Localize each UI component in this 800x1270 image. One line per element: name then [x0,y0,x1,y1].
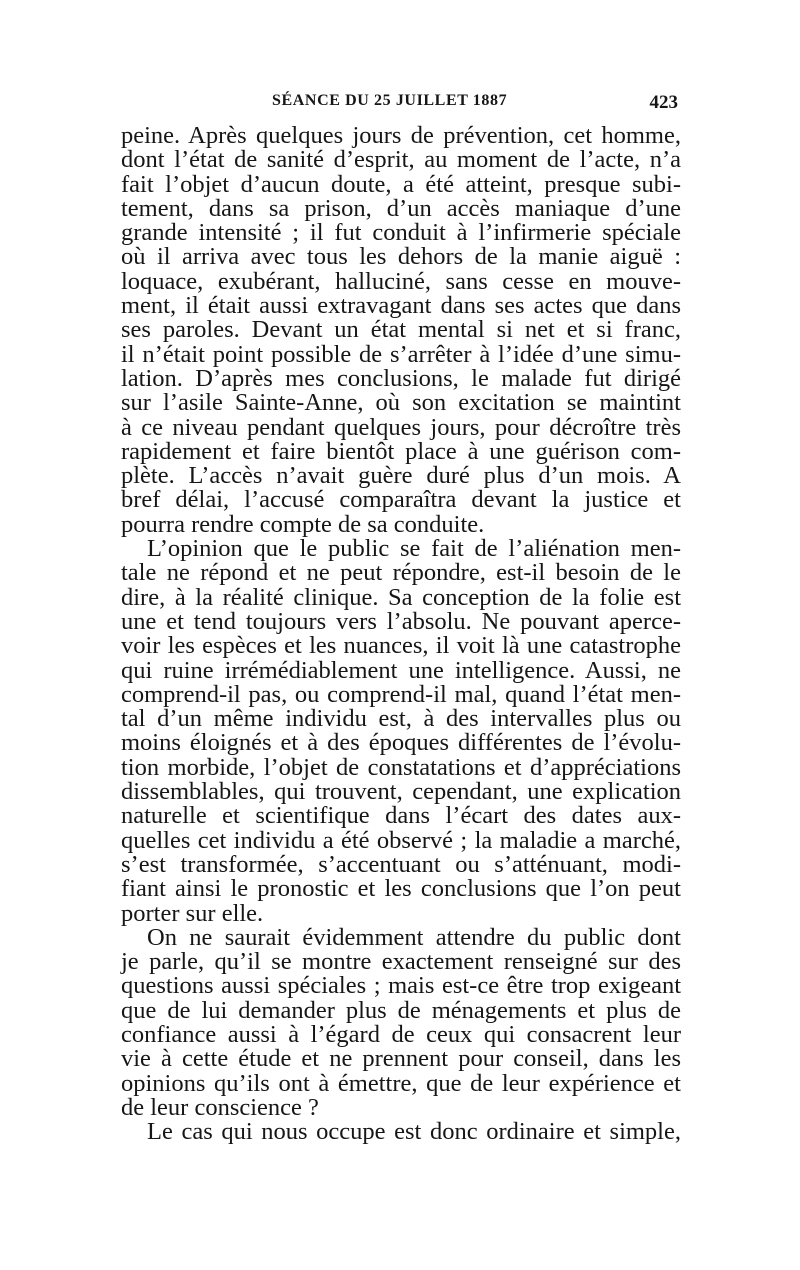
text-line: vie à cette étude et ne prennent pour conseil, dans les [121,1045,681,1073]
text-line: s’est transformée, s’accentuant ou s’atténuant, modi- [121,850,681,878]
text-line: voir les espèces et les nuances, il voit là une catastrophe [121,632,681,660]
text-line: naturelle et scientifique dans l’écart des dates aux- [121,802,681,830]
text-line: qui ruine irrémédiablement une intelligence. Aussi, ne [121,656,681,684]
paragraph-end-line: de leur conscience ? [121,1093,319,1121]
text-line: tale ne répond et ne peut répondre, est-il besoin de le [121,559,681,587]
text-line: ment, il était aussi extravagant dans ses actes que dans [121,292,681,320]
text-line: questions aussi spéciales ; mais est-ce être trop exigeant [121,972,681,1000]
paragraph-start-line: On ne saurait évidemment attendre du public dont [147,923,681,951]
running-header [122,92,678,118]
text-line: une et tend toujours vers l’absolu. Ne pouvant aperce- [121,607,681,635]
text-line: loquace, exubérant, halluciné, sans cesse en mouve- [121,267,681,295]
text-line: fiant ainsi le pronostic et les conclusions que l’on peut [121,875,681,903]
paragraph-start-line: L’opinion que le public se fait de l’aliénation men- [147,535,681,563]
text-line: tion morbide, l’objet de constatations et d’appréciations [121,753,681,781]
text-line: que de lui demander plus de ménagements et plus de [121,996,681,1024]
text-line: grande intensité ; il fut conduit à l’infirmerie spéciale [121,219,681,247]
paragraph-start-line: Le cas qui nous occupe est donc ordinaire et simple, [147,1118,681,1146]
text-line: dont l’état de sanité d’esprit, au moment de l’acte, n’a [121,146,681,174]
body-text [121,124,681,1144]
text-line: comprend-il pas, ou comprend-il mal, quand l’état men- [121,680,681,708]
text-line: lation. D’après mes conclusions, le malade fut dirigé [121,364,681,392]
text-line: tement, dans sa prison, d’un accès maniaque d’une [121,194,681,222]
text-line: dire, à la réalité clinique. Sa conception de la folie est [121,583,681,611]
text-line: dissemblables, qui trouvent, cependant, une explication [121,778,681,806]
text-line: peine. Après quelques jours de prévention, cet homme, [121,122,681,149]
text-line: opinions qu’ils ont à émettre, que de leur expérience et [121,1069,681,1097]
text-line: fait l’objet d’aucun doute, a été atteint, presque subi- [121,170,681,198]
text-line: plète. L’accès n’avait guère duré plus d’un mois. A [121,462,681,490]
page-number: 423 [649,92,678,113]
text-line: je parle, qu’il se montre exactement renseigné sur des [121,948,681,976]
running-title: SÉANCE DU 25 JUILLET 1887 [272,92,508,109]
text-line: sur l’asile Sainte-Anne, où son excitation se maintint [121,389,681,417]
text-line: moins éloignés et à des époques différentes de l’évolu- [121,729,681,757]
text-line: rapidement et faire bientôt place à une guérison com- [121,437,681,465]
text-line: il n’était point possible de s’arrêter à l’idée d’une simu- [121,340,681,368]
paragraph-end-line: pourra rendre compte de sa conduite. [121,510,485,538]
text-line: où il arriva avec tous les dehors de la manie aiguë : [121,243,681,271]
text-line: bref délai, l’accusé comparaîtra devant la justice et [121,486,681,514]
text-line: tal d’un même individu est, à des intervalles plus ou [121,705,681,733]
text-line: quelles cet individu a été observé ; la maladie a marché, [121,826,681,854]
text-line: à ce niveau pendant quelques jours, pour décroître très [121,413,681,441]
text-line: confiance aussi à l’égard de ceux qui consacrent leur [121,1020,681,1048]
text-line: ses paroles. Devant un état mental si net et si franc, [121,316,681,344]
paragraph-end-line: porter sur elle. [121,899,264,927]
